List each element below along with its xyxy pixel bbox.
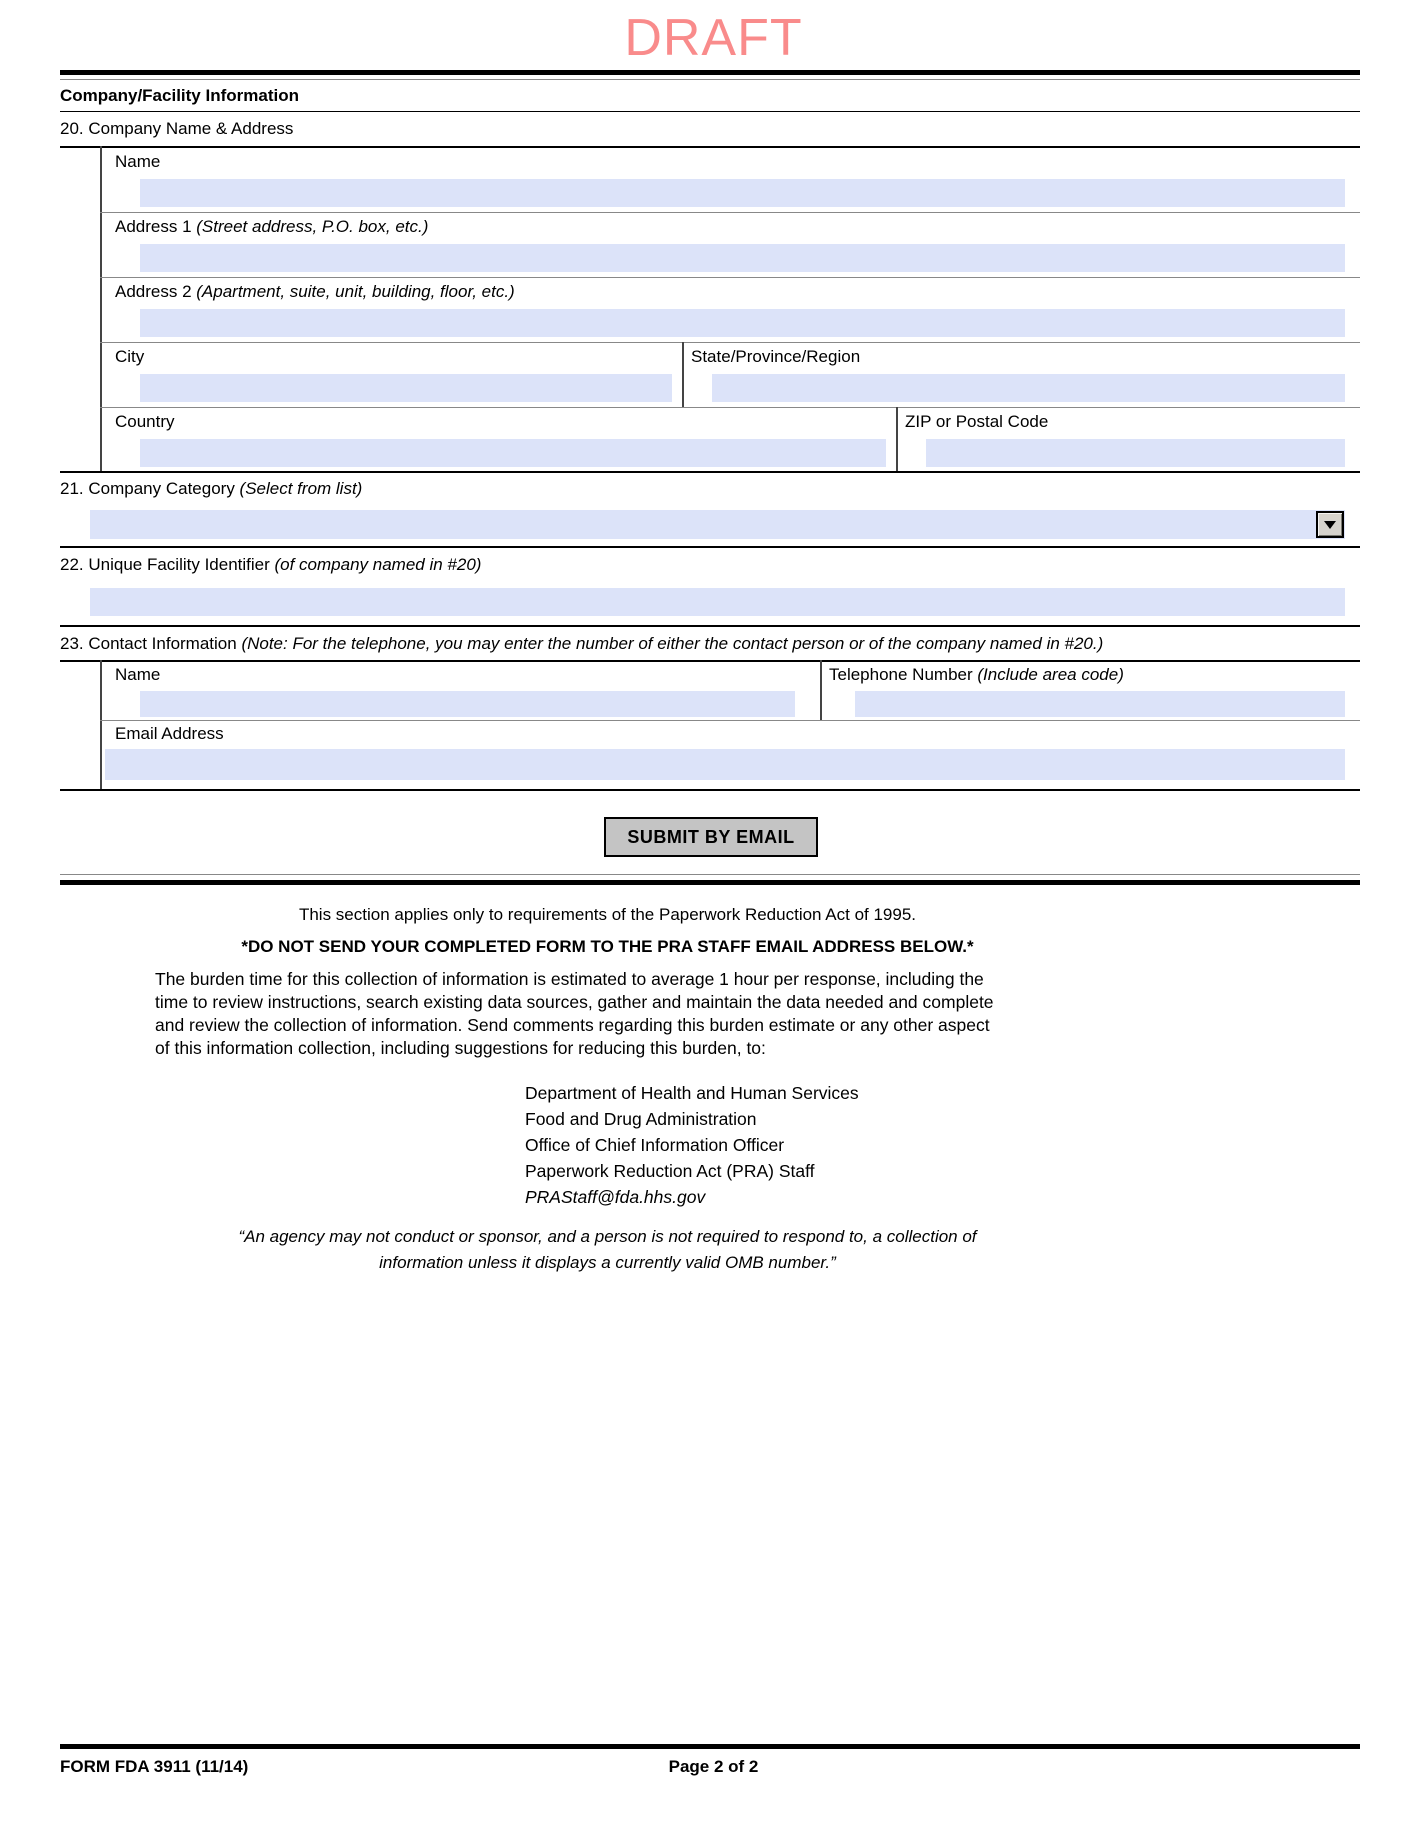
- burden-line: The burden time for this collection of information is estimated to average 1 hour per response, including the: [155, 969, 984, 989]
- state-label: State/Province/Region: [691, 347, 861, 366]
- footer-rule: [60, 1744, 1360, 1749]
- top-thin-rule: [60, 79, 1360, 80]
- contact-name-input[interactable]: [140, 691, 795, 717]
- pra-address-block: [525, 1080, 859, 1210]
- indent-line: [100, 660, 102, 790]
- row-divider: [100, 720, 1360, 721]
- unique-facility-identifier-input[interactable]: [90, 588, 1345, 616]
- top-thick-rule: [60, 70, 1360, 75]
- field23-note: (Note: For the telephone, you may enter the number of either the contact person or of the company named in #20.): [241, 634, 1104, 653]
- section-divider: [60, 789, 1360, 791]
- field21-title: [60, 479, 362, 499]
- zip-input[interactable]: [926, 439, 1345, 467]
- thick-rule: [60, 880, 1360, 885]
- footer-page-number: Page 2 of 2: [668, 1757, 759, 1776]
- cell-divider: [682, 342, 684, 407]
- field22-title: [60, 555, 481, 575]
- address-line: Paperwork Reduction Act (PRA) Staff: [525, 1161, 815, 1181]
- address-line: Office of Chief Information Officer: [525, 1135, 785, 1155]
- field21-title-text: 21. Company Category: [60, 479, 240, 498]
- address-line: Department of Health and Human Services: [525, 1083, 859, 1103]
- company-category-select[interactable]: [90, 510, 1345, 539]
- pra-intro: This section applies only to requirements of the Paperwork Reduction Act of 1995.: [298, 905, 917, 924]
- field22-title-text: 22. Unique Facility Identifier: [60, 555, 275, 574]
- quote-line: information unless it displays a currently valid OMB number.”: [379, 1253, 836, 1272]
- field22-note: (of company named in #20): [274, 555, 482, 574]
- telephone-label-text: Telephone Number: [829, 665, 978, 684]
- indent-line: [100, 146, 102, 472]
- address-line: Food and Drug Administration: [525, 1109, 757, 1129]
- cell-divider: [896, 407, 898, 472]
- burden-line: of this information collection, including suggestions for reducing this burden, to:: [155, 1038, 766, 1058]
- telephone-note: (Include area code): [977, 665, 1124, 684]
- section-divider: [60, 546, 1360, 548]
- divider: [60, 111, 1360, 112]
- section-divider: [60, 625, 1360, 627]
- dropdown-arrow-icon: [1324, 521, 1336, 529]
- country-label: Country: [115, 412, 175, 431]
- city-input[interactable]: [140, 374, 672, 402]
- address2-input[interactable]: [140, 309, 1345, 337]
- telephone-label: [829, 665, 1124, 685]
- pra-burden-paragraph: [155, 968, 994, 1060]
- country-input[interactable]: [140, 439, 886, 467]
- state-input[interactable]: [712, 374, 1345, 402]
- contact-name-label: Name: [115, 665, 161, 684]
- zip-label: ZIP or Postal Code: [905, 412, 1049, 431]
- address2-label-text: Address 2: [115, 282, 197, 301]
- pra-quote: [155, 1224, 1060, 1276]
- draft-watermark: DRAFT: [624, 9, 803, 67]
- address1-label: [115, 217, 428, 237]
- footer-form-number: FORM FDA 3911 (11/14): [60, 1757, 249, 1776]
- row-divider: [100, 407, 1360, 408]
- divider: [60, 660, 1360, 662]
- thin-rule: [60, 874, 1360, 875]
- divider: [60, 146, 1360, 148]
- address1-input[interactable]: [140, 244, 1345, 272]
- dropdown-button[interactable]: [1316, 511, 1344, 538]
- section-header: Company/Facility Information: [60, 86, 299, 105]
- row-divider: [100, 342, 1360, 343]
- city-label: City: [115, 347, 145, 366]
- address1-note: (Street address, P.O. box, etc.): [196, 217, 429, 236]
- email-label: Email Address: [115, 724, 224, 743]
- submit-by-email-button[interactable]: SUBMIT BY EMAIL: [604, 817, 818, 857]
- burden-line: time to review instructions, search existing data sources, gather and maintain the data needed and complete: [155, 992, 994, 1012]
- field21-note: (Select from list): [239, 479, 363, 498]
- section-divider: [60, 471, 1360, 473]
- company-name-input[interactable]: [140, 179, 1345, 207]
- telephone-input[interactable]: [855, 691, 1345, 717]
- pra-email: PRAStaff@fda.hhs.gov: [525, 1187, 706, 1207]
- field23-title-text: 23. Contact Information: [60, 634, 242, 653]
- address2-note: (Apartment, suite, unit, building, floor, etc.): [196, 282, 515, 301]
- row-divider: [100, 212, 1360, 213]
- pra-warning: *DO NOT SEND YOUR COMPLETED FORM TO THE PRA STAFF EMAIL ADDRESS BELOW.*: [241, 937, 974, 956]
- cell-divider: [820, 660, 822, 720]
- email-input[interactable]: [105, 749, 1345, 780]
- address2-label: [115, 282, 515, 302]
- burden-line: and review the collection of information. Send comments regarding this burden estimate or any other aspect: [155, 1015, 990, 1035]
- company-name-label: Name: [115, 152, 161, 171]
- row-divider: [100, 277, 1360, 278]
- field20-title: 20. Company Name & Address: [60, 119, 294, 138]
- address1-label-text: Address 1: [115, 217, 197, 236]
- quote-line: “An agency may not conduct or sponsor, and a person is not required to respond to, a collection of: [238, 1227, 977, 1246]
- field23-title: [60, 634, 1103, 654]
